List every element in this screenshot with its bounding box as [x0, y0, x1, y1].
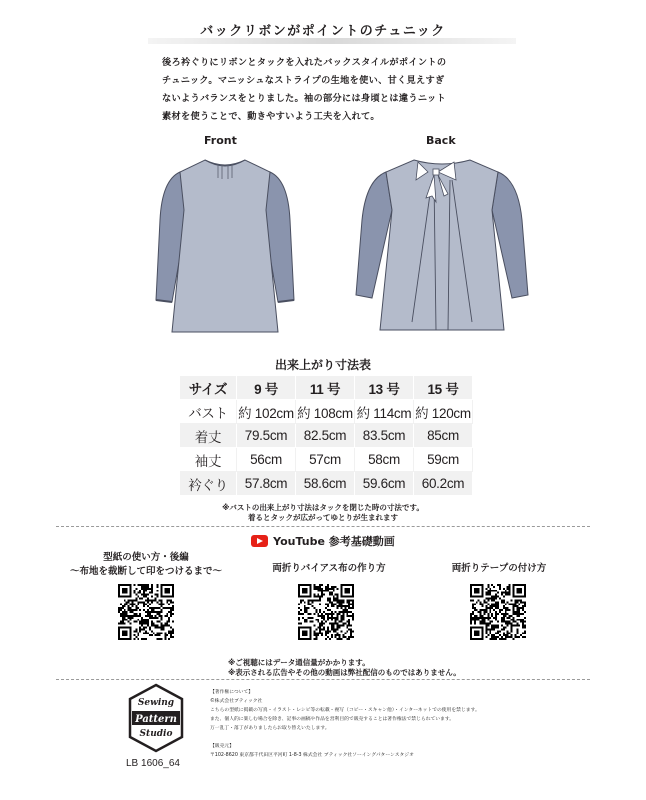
table-cell: 59.6cm [355, 472, 414, 496]
front-label: Front [204, 134, 237, 147]
size-note: 着るとタックが広がってゆとりが生まれます [248, 513, 398, 522]
table-cell: 袖丈 [180, 448, 237, 472]
copyright-line: また、個人的に楽しむ場合を除き、記事の画稿や作品を営利目的で販売することは著作権法で禁じられています。 [210, 717, 455, 722]
table-cell: 58cm [355, 448, 414, 472]
table-header-cell: 9 号 [237, 376, 296, 400]
table-cell: 83.5cm [355, 424, 414, 448]
table-row [180, 424, 473, 448]
product-code: LB 1606_64 [126, 758, 180, 769]
size-table [180, 376, 473, 496]
table-cell: 82.5cm [296, 424, 355, 448]
divider [56, 526, 590, 527]
table-cell: 約 114cm [355, 400, 414, 424]
video-label-1 [58, 549, 234, 577]
qr-code-icon[interactable] [118, 584, 174, 640]
description-line: 後ろ衿ぐりにリボンとタックを入れたバックスタイルがポイントの [162, 57, 447, 68]
table-cell: 59cm [414, 448, 473, 472]
table-cell: 約 108cm [296, 400, 355, 424]
copyright-line: 万一乱丁・落丁がありましたらお取り替えいたします。 [210, 726, 330, 731]
table-cell: 57cm [296, 448, 355, 472]
table-cell: 56cm [237, 448, 296, 472]
description [162, 54, 522, 126]
table-cell: 57.8cm [237, 472, 296, 496]
youtube-heading-text: YouTube 参考基礎動画 [273, 535, 395, 548]
svg-text:Studio: Studio [139, 729, 173, 739]
youtube-note: ※ご視聴にはデータ通信量がかかります。 [228, 658, 370, 667]
table-cell: 着丈 [180, 424, 237, 448]
table-header-cell: 15 号 [414, 376, 473, 400]
copyright-line: ©株式会社ブティック社 [210, 699, 263, 704]
video-label-line: 型紙の使い方・後編 [103, 552, 189, 563]
svg-text:Sewing: Sewing [137, 698, 175, 708]
table-header-cell: 13 号 [355, 376, 414, 400]
table-cell: 58.6cm [296, 472, 355, 496]
table-header-row [180, 376, 473, 400]
size-table-title: 出来上がり寸法表 [274, 358, 371, 372]
youtube-note: ※表示される広告やその他の動画は弊社配信のものではありません。 [228, 668, 461, 677]
svg-text:Pattern: Pattern [135, 714, 177, 725]
table-header-cell: サイズ [180, 376, 237, 400]
size-note: ※バストの出来上がり寸法はタックを閉じた時の寸法です。 [222, 503, 424, 512]
copyright-line: 【販売元】 [210, 744, 234, 749]
front-garment-illustration [150, 150, 300, 336]
table-row [180, 472, 473, 496]
video-label-2: 両折りバイアス布の作り方 [272, 563, 386, 574]
qr-code-icon[interactable] [470, 584, 526, 640]
back-garment-illustration [354, 150, 530, 336]
table-cell: バスト [180, 400, 237, 424]
copyright-line: 〒102-8620 東京都千代田区平河町 1-8-3 株式会社 ブティック社ソーイングパターンスタジオ [210, 753, 414, 758]
back-label: Back [426, 134, 456, 147]
table-cell: 約 120cm [414, 400, 473, 424]
divider [56, 679, 590, 680]
table-row [180, 400, 473, 424]
copyright-line: 【著作権について】 [210, 690, 254, 695]
video-label-3: 両折りテープの付け方 [451, 563, 547, 574]
youtube-icon [251, 535, 268, 547]
table-cell: 衿ぐり [180, 472, 237, 496]
table-cell: 85cm [414, 424, 473, 448]
page-title: バックリボンがポイントのチュニック [200, 24, 446, 39]
youtube-heading [0, 533, 646, 549]
copyright-line: こちらの型紙に掲載の写真・イラスト・レシピ等の転載・複写（コピー・スキャン他）・インターネットでの使用を禁じます。 [210, 708, 480, 713]
table-header-cell: 11 号 [296, 376, 355, 400]
description-line: ないようバランスをとりました。袖の部分には身頃とは違うニット [162, 93, 446, 104]
table-cell: 約 102cm [237, 400, 296, 424]
video-label-line: ～布地を裁断して印をつけるまで～ [69, 566, 222, 577]
table-cell: 60.2cm [414, 472, 473, 496]
description-line: 素材を使うことで、動きやすいよう工夫を入れて。 [162, 111, 380, 122]
qr-code-icon[interactable] [298, 584, 354, 640]
table-row [180, 448, 473, 472]
table-cell: 79.5cm [237, 424, 296, 448]
sewing-pattern-studio-logo [126, 683, 186, 753]
description-line: チュニック。マニッシュなストライプの生地を使い、甘く見えすぎ [162, 75, 445, 86]
